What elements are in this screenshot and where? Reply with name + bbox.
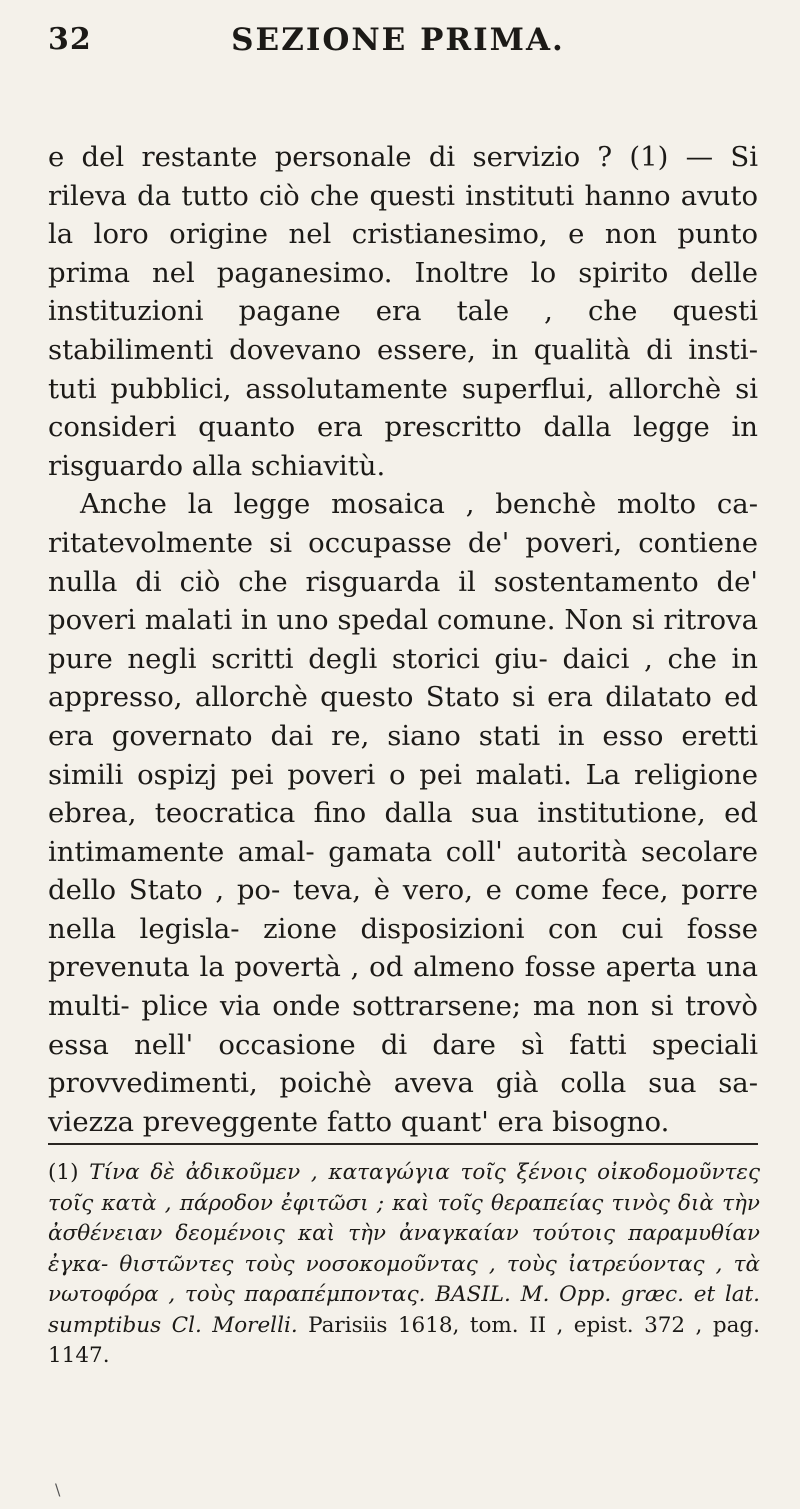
main-text [48,138,758,1141]
page-corner-mark: \ [55,1480,61,1499]
page-header [48,18,748,62]
page-number: 32 [48,22,92,57]
paragraph-1: e del restante personale di servizio ? (1) — Si rileva da tutto ciò che questi instituti hanno avuto la loro origine nel cristianesimo, e non punto prima nel paganesimo. Inoltre lo spirito delle instituzioni pagane era tale , che questi stabilimenti dovevano essere, in qualità di insti- tuti pubblici, assolutamente superflui, allorchè si consideri quanto era prescritto dalla legge in risguardo alla schiavitù. [48,141,758,482]
footnote-marker: (1) [48,1160,79,1185]
footnote [48,1158,760,1372]
footnote-citation-author: BASIL. [435,1282,511,1307]
footnote-citation-work: M. Opp. græc. et lat. sumptibus Cl. Morelli. [48,1282,760,1338]
footnote-divider [48,1143,758,1145]
footnote-greek-quotation: Τίνα δὲ ἀδικοῦμεν , καταγώγια τοῖς ξένοις οἰκοδομοῦντες τοῖς κατὰ , πάροδον ἐφιτῶσι ; καὶ τοῖς θεραπείας τινὸς διὰ τὴν ἀσθένειαν δεομένοις καὶ τὴν ἀναγκαίαν τούτοις παραμυθίαν ἐγκα- θιστῶντες τοὺς νοσοκομοῦντας , τοὺς ἰατρεύοντας , τὰ νωτοφόρα , τοὺς παραπέμποντας. [48,1160,760,1307]
footnote-citation-imprint: Parisiis 1618, tom. II , epist. 372 , pag. 1147. [48,1312,760,1368]
running-title: SEZIONE PRIMA. [231,22,565,58]
paragraph-2: Anche la legge mosaica , benchè molto ca- ritatevolmente si occupasse de' poveri, contiene nulla di ciò che risguarda il sostentamento de' poveri malati in uno spedal comune. Non si ritrova pure negli scritti degli storici giu- daici , che in appresso, allorchè questo Stato si era dilatato ed era governato dai re, siano stati in esso eretti simili ospizj pei poveri o pei malati. La religione ebrea, teocratica fino dalla sua institutione, ed intimamente amal- gamata coll' autorità secolare dello Stato , po- teva, è vero, e come fece, porre nella legisla- zione disposizioni con cui fosse prevenuta la povertà , od almeno fosse aperta una multi- plice via onde sottrarsene; ma non si trovò essa nell' occasione di dare sì fatti speciali provvedimenti, poichè aveva già colla sua sa- viezza preveggente fatto quant' era bisogno. [48,488,758,1138]
